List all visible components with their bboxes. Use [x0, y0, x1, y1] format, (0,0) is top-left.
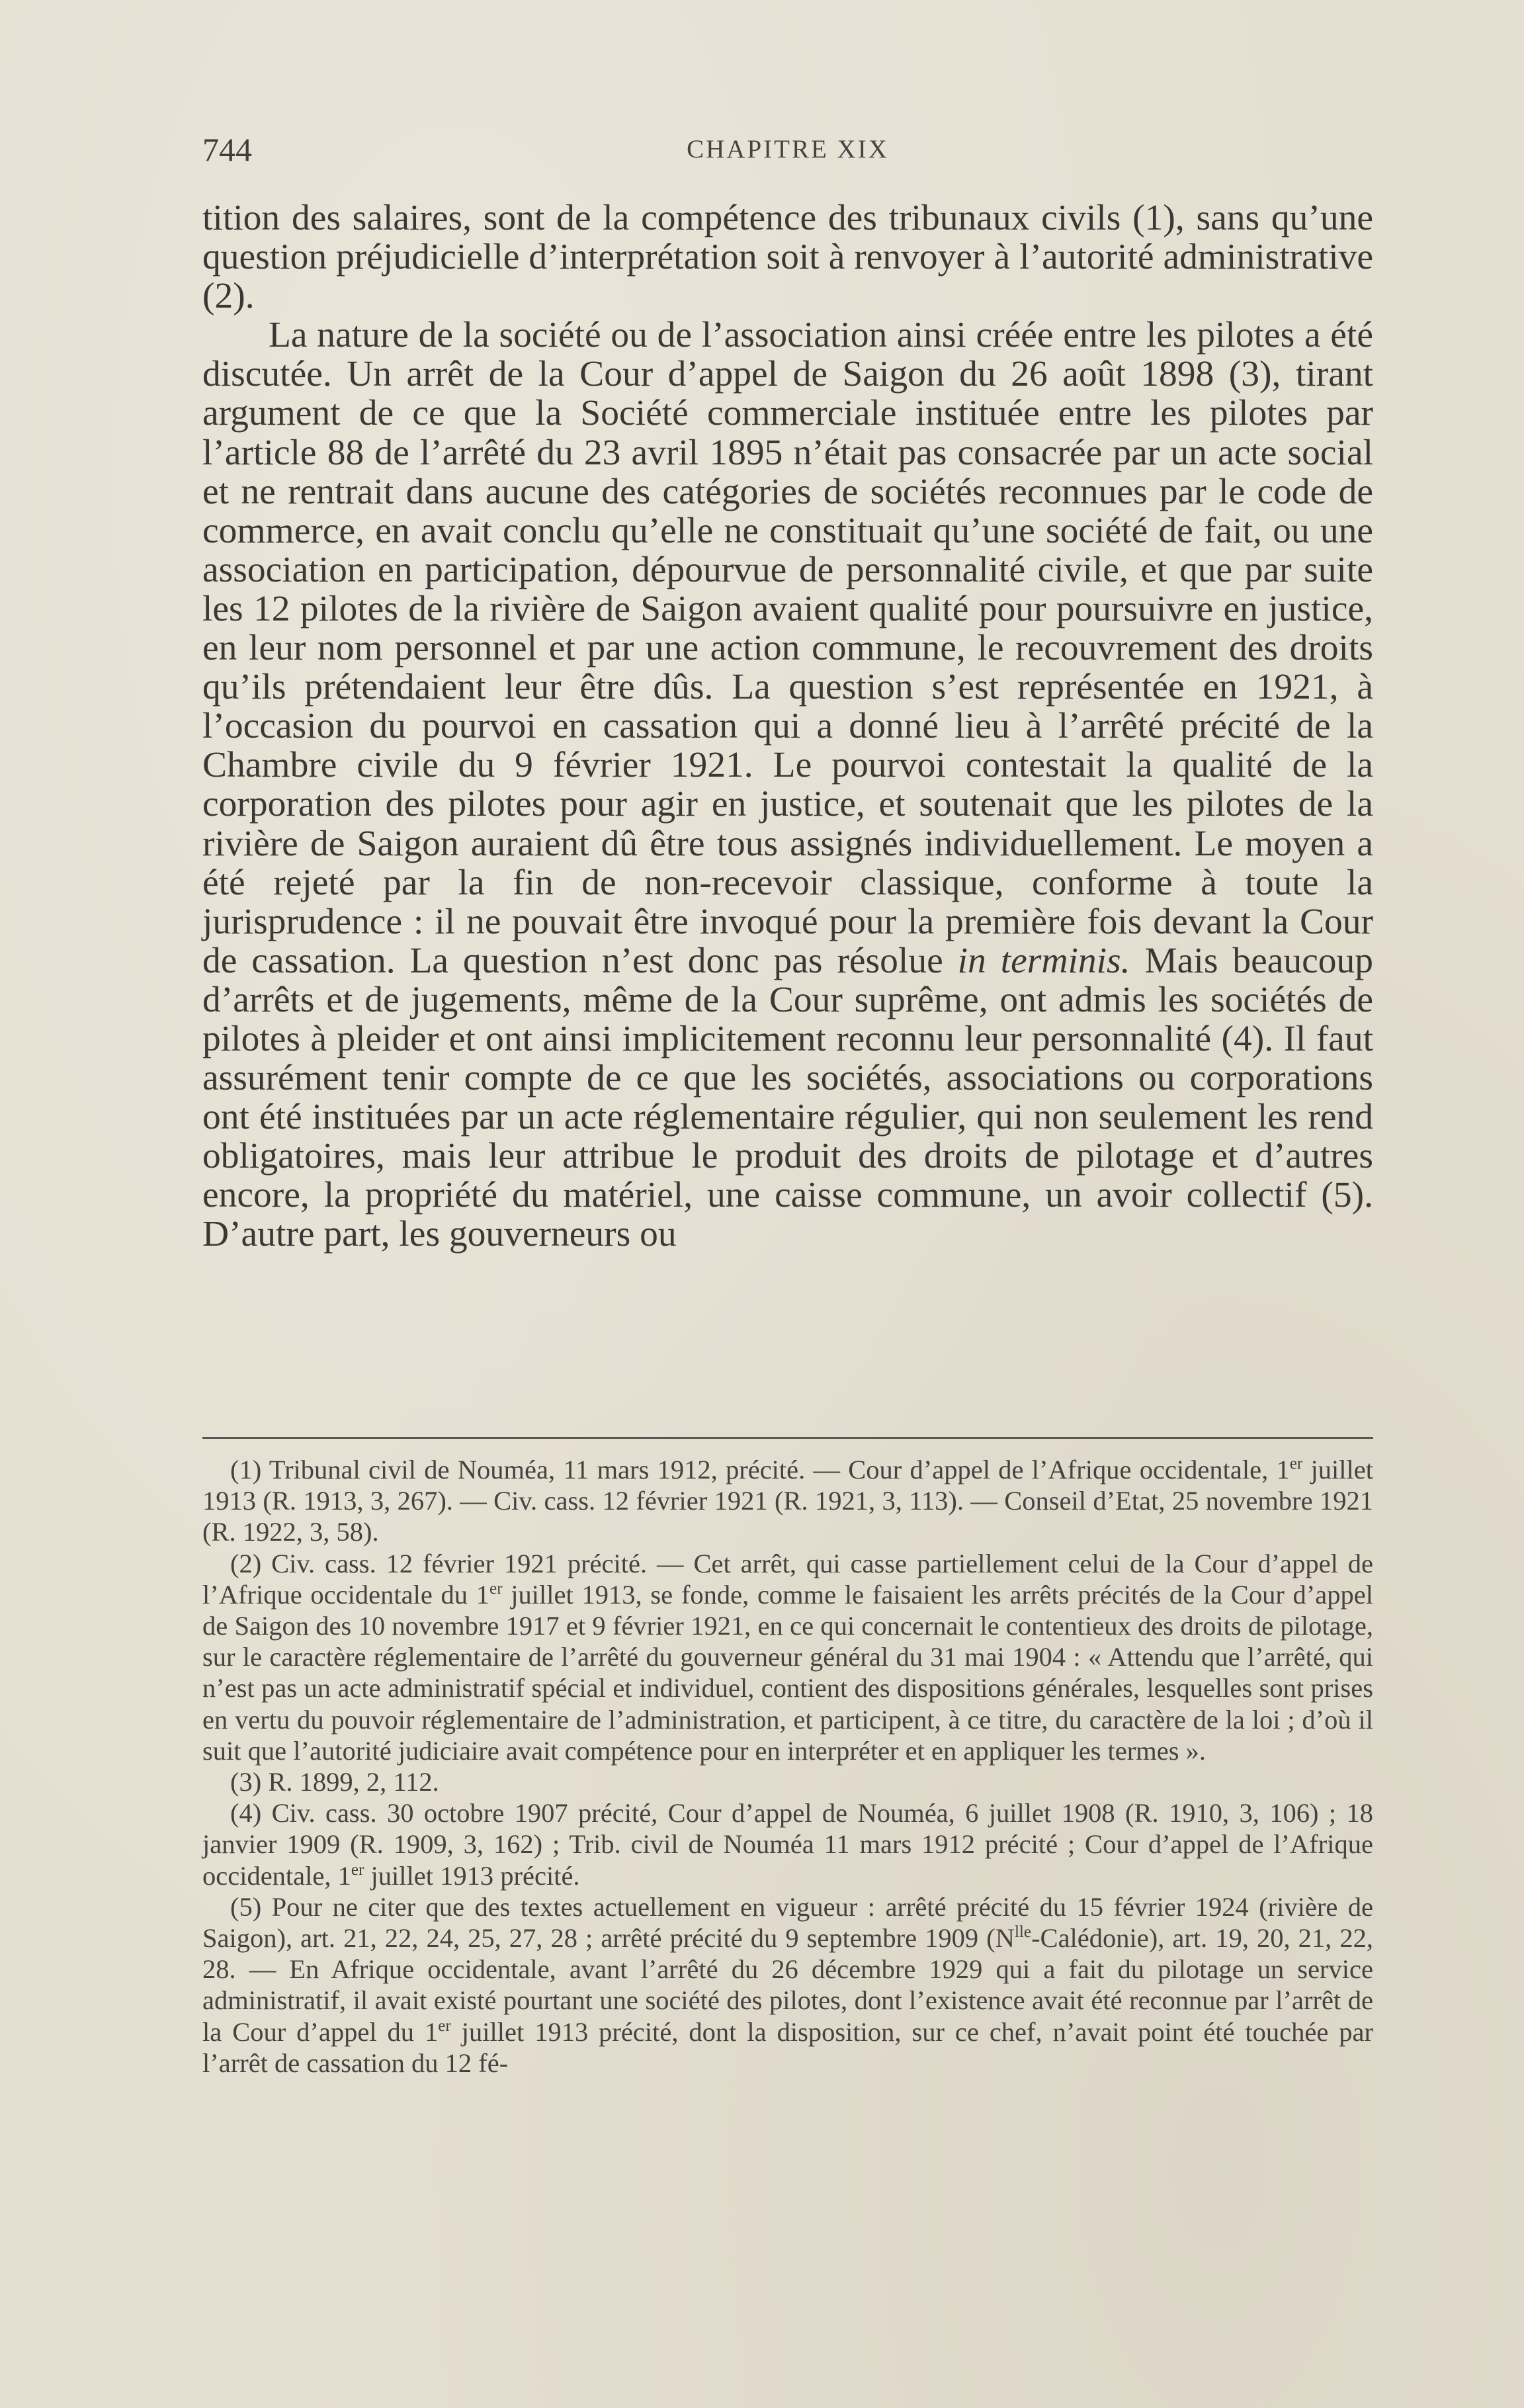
footnote-3: (3) R. 1899, 2, 112.: [230, 1767, 439, 1797]
footnote-5-text-b: -Calédonie), art. 19, 20, 21, 22, 28. — En Afrique occidentale, avant l’arrêté du 26 décembre 1929 qui a fait du pilotage un service administratif, il avait existé pourtant une société des pilotes, dont l’existence avait été reconnue par l’arrêt de la Cour d’appel du 1: [202, 1923, 1373, 2047]
footnote-4: [202, 1797, 1373, 1891]
paragraph-text-part-2: Mais beaucoup d’arrêts et de jugements, même de la Cour suprême, ont admis les sociétés de pilotes à pleider et ont ainsi implicitement reconnu leur personnalité (4). Il faut assurément tenir compte de ce que les sociétés, associations ou corporations ont été instituées par un acte réglementaire régulier, qui non seulement les rend obligatoires, mais leur attribue le produit des droits de pilotage et d’autres encore, la propriété du matériel, une caisse commune, un avoir collectif (5). D’autre part, les gouverneurs ou: [202, 940, 1374, 1255]
footnote-1-sup: er: [1289, 1454, 1303, 1473]
footnote-5-text-c: juillet 1913 précité, dont la disposition, sur ce chef, n’avait point été touchée par l’arrêt de cassation du 12 fé-: [202, 2016, 1373, 2078]
footnote-2-text-a: (2) Civ. cass. 12 février 1921 précité. — Cet arrêt, qui casse partiellement celui de la Cour d’appel de l’Afrique occidentale du 1: [202, 1548, 1373, 1610]
footnote-5-text-a: (5) Pour ne citer que des textes actuellement en vigueur : arrêté précité du 15 février 1924 (rivière de Saigon), art. 21, 22, 24, 25, 27, 28 ; arrêté précité du 9 septembre 1909 (N: [202, 1891, 1373, 1954]
footnote-1: [202, 1454, 1373, 1548]
paragraph-text-part-1: La nature de la société ou de l’association ainsi créée entre les pilotes a été discutée. Un arrêt de la Cour d’appel de Saigon du 26 août 1898 (3), tirant argument de ce que la Société commerciale instituée entre les pilotes par l’article 88 de l’arrêté du 23 avril 1895 n’était pas consacrée par un acte social et ne rentrait dans aucune des catégories de sociétés reconnues par le code de commerce, en avait conclu qu’elle ne constituait qu’une société de fait, ou une association en participation, dépourvue de personnalité civile, et que par suite les 12 pilotes de la rivière de Saigon avaient qualité pour poursuivre en justice, en leur nom personnel et par une action commune, le recouvrement des droits qu’ils prétendaient leur être dûs. La question s’est représentée en 1921, à l’occasion du pourvoi en cassation qui a donné lieu à l’arrêté précité de la Chambre civile du 9 février 1921. Le pourvoi contestait la qualité de la corporation des pilotes pour agir en justice, et soutenait que les pilotes de la rivière de Saigon auraient dû être tous assignés individuellement. Le moyen a été rejeté par la fin de non-recevoir classique, conforme à toute la jurisprudence : il ne pouvait être invoqué pour la première fois devant la Cour de cassation. La question n’est donc pas résolue: [202, 315, 1373, 981]
footnote-2-sup: er: [489, 1579, 503, 1598]
footnote-4-text-b: juillet 1913 précité.: [364, 1860, 580, 1891]
chapter-title: CHAPITRE XIX: [687, 135, 889, 163]
footnotes: [202, 1454, 1373, 2079]
footnote-5-sup-2: er: [438, 2016, 451, 2035]
paragraph-continuation: tition des salaires, sont de la compétence des tribunaux civils (1), sans qu’une question préjudicielle d’interprétation soit à renvoyer à l’autorité administrative (2).: [202, 198, 1373, 317]
footnote-4-sup: er: [351, 1860, 364, 1879]
page-number: 744: [202, 131, 252, 168]
footnote-5-sup: lle: [1014, 1922, 1032, 1941]
footnote-5: [202, 1891, 1373, 2079]
footnote-4-text-a: (4) Civ. cass. 30 octobre 1907 précité, Cour d’appel de Nouméa, 6 juillet 1908 (R. 1910, 3, 106) ; 18 janvier 1909 (R. 1909, 3, 162) ; Trib. civil de Nouméa 11 mars 1912 précité ; Cour d’appel de l’Afrique occidentale, 1: [202, 1798, 1373, 1891]
footnote-1-text-b: juillet 1913 (R. 1913, 3, 267). — Civ. cass. 12 février 1921 (R. 1921, 3, 113). — Conseil d’Etat, 25 novembre 1921 (R. 1922, 3, 58).: [202, 1455, 1373, 1547]
italic-phrase: in terminis.: [957, 940, 1130, 981]
footnote-2-text-b: juillet 1913, se fonde, comme le faisaient les arrêts précités de la Cour d’appel de Saigon des 10 novembre 1917 et 9 février 1921, en ce qui concernait le contentieux des droits de pilotage, sur le caractère réglementaire de l’arrêté du gouverneur général du 31 mai 1904 : « Attendu que l’arrêté, qui n’est pas un acte administratif spécial et individuel, contient des dispositions générales, lesquelles sont prises en vertu du pouvoir réglementaire de l’administration, et participent, à ce titre, du caractère de la loi ; d’où il suit que l’autorité judiciaire avait compétence pour en interpréter et en appliquer les termes ».: [202, 1579, 1373, 1766]
footnote-1-text-a: (1) Tribunal civil de Nouméa, 11 mars 1912, précité. — Cour d’appel de l’Afrique occidentale, 1: [230, 1455, 1290, 1484]
main-text: [202, 198, 1373, 1254]
paragraph-nature-societe: [202, 316, 1373, 1254]
footnote-2: [202, 1548, 1373, 1766]
running-header: [202, 130, 1373, 169]
footnote-separator: [202, 1437, 1373, 1439]
